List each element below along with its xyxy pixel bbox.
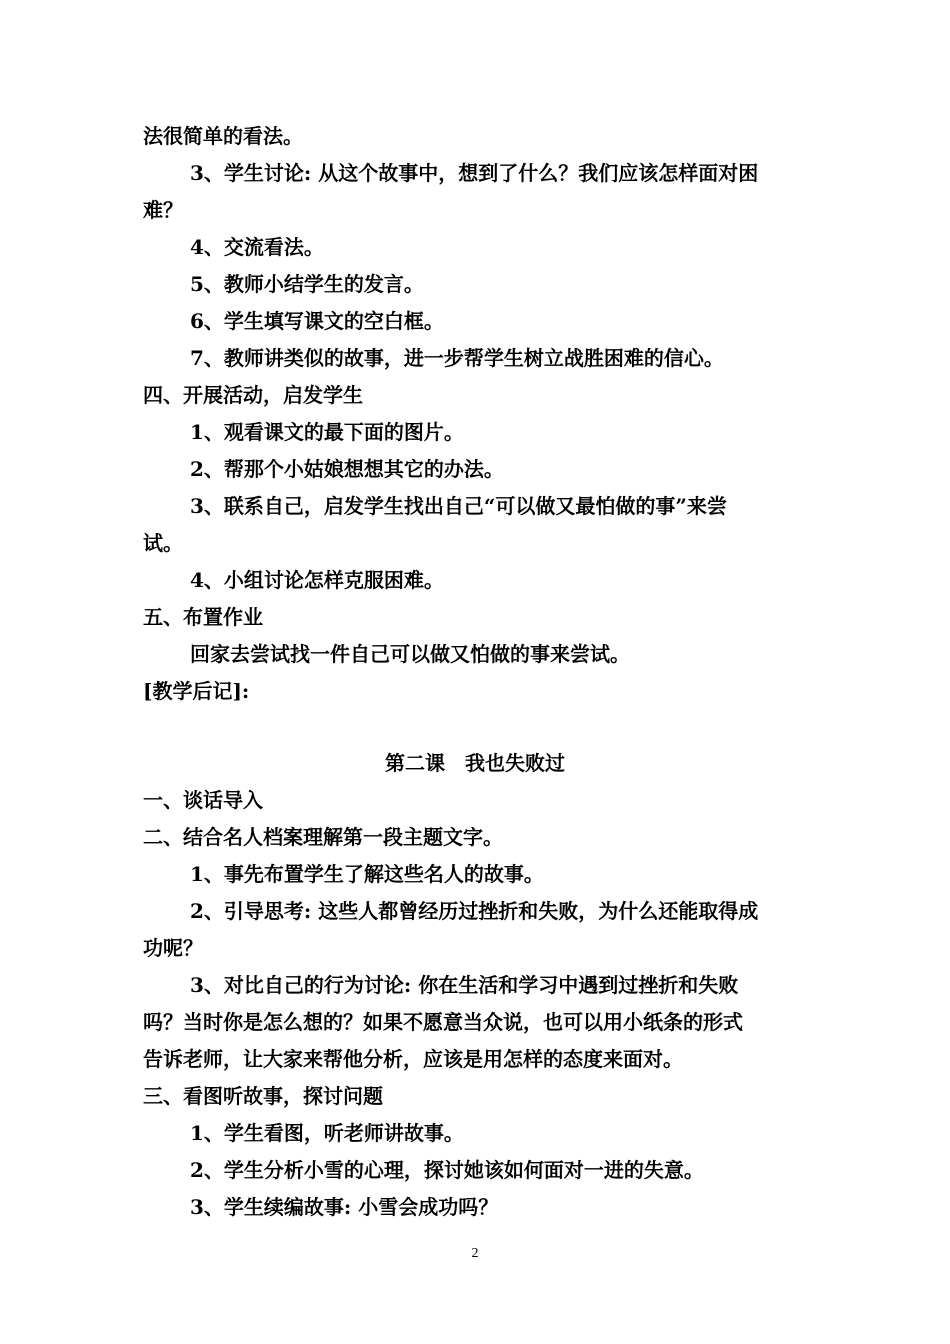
section-heading: 五、布置作业 (143, 605, 263, 629)
text-line: 告诉老师，让大家来帮他分析，应该是用怎样的态度来面对。 (143, 1047, 683, 1071)
text-line: 4、交流看法。 (190, 235, 324, 259)
text-line: 1、事先布置学生了解这些名人的故事。 (190, 862, 544, 886)
section-heading: 一、谈话导入 (143, 788, 263, 812)
text-line: 功呢？ (143, 936, 203, 960)
text-line: 4、小组讨论怎样克服困难。 (190, 568, 444, 592)
text-line: 难？ (143, 198, 183, 222)
text-line: 7、教师讲类似的故事，进一步帮学生树立战胜困难的信心。 (190, 346, 724, 370)
section-heading: 四、开展活动，启发学生 (143, 383, 363, 407)
text-line: 回家去尝试找一件自己可以做又怕做的事来尝试。 (190, 642, 630, 666)
text-line: 2、学生分析小雪的心理，探讨她该如何面对一进的失意。 (190, 1158, 704, 1182)
text-line: 3、学生讨论: 从这个故事中，想到了什么？我们应该怎样面对困 (190, 161, 759, 185)
text-line: 3、联系自己，启发学生找出自己“可以做又最怕做的事”来尝 (190, 494, 727, 518)
text-line: 吗？当时你是怎么想的？如果不愿意当众说，也可以用小纸条的形式 (143, 1010, 743, 1034)
page-number: 2 (471, 1246, 479, 1261)
text-line: 1、学生看图，听老师讲故事。 (190, 1121, 464, 1145)
text-line: 2、帮那个小姑娘想想其它的办法。 (190, 457, 504, 481)
section-heading: 三、看图听故事，探讨问题 (143, 1084, 383, 1108)
text-line: 3、对比自己的行为讨论: 你在生活和学习中遇到过挫折和失败 (190, 973, 739, 997)
text-line: 试。 (143, 531, 183, 555)
section-heading: 二、结合名人档案理解第一段主题文字。 (143, 825, 503, 849)
teaching-notes-label: [教学后记]: (143, 679, 250, 703)
text-line: 法很简单的看法。 (143, 124, 303, 148)
text-line: 3、学生续编故事: 小雪会成功吗？ (190, 1195, 499, 1219)
text-line: 5、教师小结学生的发言。 (190, 272, 424, 296)
text-line: 6、学生填写课文的空白框。 (190, 309, 444, 333)
text-line: 2、引导思考: 这些人都曾经历过挫折和失败，为什么还能取得成 (190, 899, 759, 923)
text-line: 1、观看课文的最下面的图片。 (190, 420, 464, 444)
lesson-title: 第二课 我也失败过 (385, 751, 565, 775)
